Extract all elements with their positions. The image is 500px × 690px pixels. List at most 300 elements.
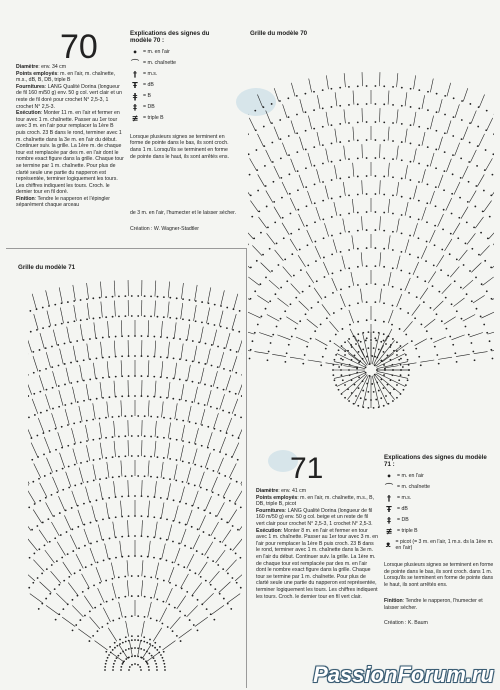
stitch-mark	[200, 327, 203, 343]
chain-stitch-mark	[348, 249, 350, 251]
chain-stitch-mark	[444, 95, 446, 97]
stitch-mark	[248, 277, 259, 285]
chain-stitch-mark	[108, 654, 110, 656]
chain-stitch-mark	[225, 454, 227, 456]
chain-stitch-mark	[265, 185, 267, 187]
chain-stitch-mark	[99, 458, 101, 460]
chain-stitch-mark	[67, 424, 69, 426]
chain-stitch-mark	[73, 300, 75, 302]
chain-stitch-mark	[427, 91, 429, 93]
stitch-symbol-icon: Ŧ	[386, 504, 392, 514]
stitch-mark	[335, 92, 337, 106]
stitch-mark	[71, 428, 75, 443]
chain-stitch-mark	[124, 455, 126, 457]
stitch-mark	[177, 596, 186, 609]
stitch-mark	[352, 235, 354, 249]
stitch-mark	[181, 425, 184, 441]
chain-stitch-mark	[366, 103, 368, 105]
stitch-mark	[455, 143, 460, 156]
stitch-mark	[250, 158, 257, 170]
chain-stitch-mark	[201, 553, 203, 555]
chain-stitch-mark	[383, 248, 385, 250]
chain-stitch-mark	[114, 647, 116, 649]
chain-stitch-mark	[121, 663, 123, 665]
chain-stitch-mark	[450, 233, 452, 235]
chain-stitch-mark	[99, 438, 101, 440]
stitch-mark	[397, 146, 399, 160]
chain-stitch-mark	[399, 328, 401, 330]
chain-stitch-mark	[449, 336, 451, 338]
stitch-mark	[52, 477, 58, 492]
chain-stitch-mark	[80, 483, 82, 485]
stitch-mark	[361, 252, 362, 266]
chain-stitch-mark	[322, 218, 324, 220]
stitch-mark	[155, 421, 156, 437]
chain-stitch-mark	[115, 376, 117, 378]
chain-stitch-mark	[276, 326, 278, 328]
chain-stitch-mark	[71, 507, 73, 509]
chain-stitch-mark	[83, 524, 85, 526]
chain-stitch-mark	[105, 651, 107, 653]
chain-stitch-mark	[109, 396, 111, 398]
stitch-mark	[257, 295, 269, 303]
chain-stitch-mark	[105, 316, 107, 318]
stitch-mark	[205, 496, 211, 511]
chain-stitch-mark	[357, 85, 359, 87]
chain-stitch-mark	[60, 534, 62, 536]
stitch-mark	[405, 129, 407, 143]
chain-stitch-mark	[193, 624, 195, 626]
chain-stitch-mark	[335, 354, 337, 356]
stitch-mark	[211, 605, 224, 614]
chain-stitch-mark	[453, 97, 455, 99]
chain-stitch-mark	[80, 441, 82, 443]
stitch-mark	[64, 515, 71, 530]
chain-stitch-mark	[65, 509, 67, 511]
chain-stitch-mark	[434, 346, 436, 348]
chain-stitch-mark	[112, 669, 114, 671]
stitch-mark	[323, 262, 329, 275]
chain-stitch-mark	[89, 399, 91, 401]
chain-stitch-mark	[483, 190, 485, 192]
chain-stitch-mark	[287, 97, 289, 99]
chain-stitch-mark	[322, 356, 324, 358]
chain-stitch-mark	[134, 535, 136, 537]
stitch-mark	[114, 301, 115, 317]
chain-stitch-mark	[223, 389, 225, 391]
chain-stitch-mark	[92, 419, 94, 421]
chain-stitch-mark	[383, 176, 385, 178]
chain-stitch-mark	[33, 393, 35, 395]
chain-stitch-mark	[153, 336, 155, 338]
chain-stitch-mark	[426, 241, 428, 243]
stitch-mark	[433, 337, 446, 343]
stitch-mark	[489, 229, 494, 239]
stitch-symbol-icon: †	[133, 69, 137, 79]
chain-stitch-mark	[357, 321, 359, 323]
stitch-mark	[388, 163, 389, 177]
stitch-mark	[168, 567, 174, 582]
chain-stitch-mark	[156, 669, 158, 671]
stitch-mark	[248, 184, 250, 196]
chain-stitch-mark	[184, 615, 186, 617]
stitch-mark	[480, 245, 490, 255]
chain-stitch-mark	[373, 331, 375, 333]
chain-stitch-mark	[112, 436, 114, 438]
chain-stitch-mark	[116, 657, 118, 659]
chain-stitch-mark	[275, 293, 277, 295]
stitch-mark	[28, 470, 29, 484]
chain-stitch-mark	[198, 341, 200, 343]
chain-stitch-mark	[271, 103, 273, 105]
column-divider	[246, 248, 247, 688]
chain-stitch-mark	[115, 496, 117, 498]
stitch-mark	[105, 544, 109, 560]
chain-stitch-mark	[215, 515, 217, 517]
chain-stitch-mark	[401, 232, 403, 234]
chain-stitch-mark	[99, 317, 101, 319]
stitch-mark	[267, 233, 276, 244]
chain-stitch-mark	[182, 440, 184, 442]
stitch-mark	[436, 255, 444, 267]
chain-stitch-mark	[423, 301, 425, 303]
chain-stitch-mark	[121, 496, 123, 498]
chain-stitch-mark	[235, 553, 237, 555]
chain-stitch-mark	[282, 217, 284, 219]
chain-stitch-mark	[36, 435, 38, 437]
chain-stitch-mark	[420, 323, 422, 325]
chain-stitch-mark	[368, 331, 370, 333]
stitch-mark	[248, 259, 250, 268]
stitch-mark	[148, 400, 149, 416]
chain-stitch-mark	[410, 106, 412, 108]
chain-stitch-mark	[317, 301, 319, 303]
stitch-mark	[112, 583, 116, 598]
chain-stitch-mark	[154, 642, 156, 644]
chain-stitch-mark	[86, 298, 88, 300]
chain-stitch-mark	[185, 524, 187, 526]
chain-stitch-mark	[67, 553, 69, 555]
chain-stitch-mark	[304, 354, 306, 356]
chain-stitch-mark	[172, 398, 174, 400]
chain-stitch-mark	[438, 291, 440, 293]
chain-stitch-mark	[489, 340, 491, 342]
chain-stitch-mark	[185, 503, 187, 505]
stitch-mark	[220, 437, 226, 452]
stitch-mark	[121, 400, 122, 416]
chain-stitch-mark	[360, 397, 362, 399]
chain-stitch-mark	[144, 455, 146, 457]
stitch-symbol-icon: •	[386, 471, 392, 481]
chain-stitch-mark	[55, 449, 57, 451]
chain-stitch-mark	[195, 300, 197, 302]
chain-stitch-mark	[195, 443, 197, 445]
stitch-mark	[229, 464, 236, 478]
chain-stitch-mark	[222, 568, 224, 570]
chain-stitch-mark	[73, 422, 75, 424]
chain-stitch-mark	[398, 379, 400, 381]
stitch-mark	[205, 453, 210, 468]
chain-stitch-mark	[192, 381, 194, 383]
chain-stitch-mark	[269, 300, 271, 302]
chain-stitch-mark	[260, 316, 262, 318]
chain-stitch-mark	[140, 669, 142, 671]
chain-stitch-mark	[339, 105, 341, 107]
chain-stitch-mark	[418, 356, 420, 358]
chain-stitch-mark	[76, 360, 78, 362]
chain-stitch-mark	[358, 340, 360, 342]
chain-stitch-mark	[436, 93, 438, 95]
stitch-mark	[93, 403, 96, 419]
chain-stitch-mark	[314, 202, 316, 204]
crochet-chart-71	[28, 272, 242, 684]
chain-stitch-mark	[427, 146, 429, 148]
legend-text: = triple B	[143, 114, 164, 121]
chain-stitch-mark	[335, 384, 337, 386]
chain-stitch-mark	[374, 265, 376, 267]
stitch-mark	[72, 387, 75, 403]
chain-stitch-mark	[401, 251, 403, 253]
chain-stitch-mark	[366, 247, 368, 249]
stitch-mark	[340, 294, 345, 307]
chain-stitch-mark	[367, 391, 369, 393]
chain-stitch-mark	[128, 669, 130, 671]
chain-stitch-mark	[144, 315, 146, 317]
chain-stitch-mark	[150, 456, 152, 458]
section-divider	[6, 248, 246, 249]
chain-stitch-mark	[125, 616, 127, 618]
stitch-mark	[258, 217, 266, 228]
chain-stitch-mark	[61, 557, 63, 559]
stitch-mark	[34, 314, 38, 329]
stitch-mark	[111, 563, 114, 579]
chain-stitch-mark	[322, 144, 324, 146]
stitch-mark	[344, 73, 345, 87]
chain-stitch-mark	[338, 389, 340, 391]
chain-stitch-mark	[112, 456, 114, 458]
stitch-mark	[235, 570, 242, 581]
chain-stitch-mark	[374, 301, 376, 303]
stitch-mark	[107, 401, 109, 417]
chain-stitch-mark	[375, 85, 377, 87]
chain-stitch-mark	[101, 626, 103, 628]
chain-stitch-mark	[121, 536, 123, 538]
chain-stitch-mark	[353, 335, 355, 337]
stitch-mark	[87, 344, 89, 360]
stitch-mark	[113, 522, 115, 538]
stitch-mark	[282, 223, 289, 235]
chain-stitch-mark	[280, 138, 282, 140]
stitch-mark	[101, 342, 103, 358]
stitch-mark	[174, 506, 178, 521]
chain-stitch-mark	[175, 480, 177, 482]
chain-stitch-mark	[67, 445, 69, 447]
stitch-mark	[170, 617, 180, 629]
chain-stitch-mark	[454, 280, 456, 282]
chain-stitch-mark	[102, 397, 104, 399]
finition-71: Finition: Tendre le napperon, l'humecter et laisser sécher.	[384, 598, 483, 611]
chain-stitch-mark	[489, 216, 491, 218]
chain-stitch-mark	[344, 397, 346, 399]
chain-stitch-mark	[131, 415, 133, 417]
chain-stitch-mark	[76, 340, 78, 342]
chain-stitch-mark	[112, 599, 114, 601]
stitch-mark	[67, 327, 70, 343]
stitch-mark	[155, 563, 158, 579]
stitch-mark	[78, 510, 83, 525]
chain-stitch-mark	[385, 395, 387, 397]
stitch-mark	[275, 250, 284, 261]
chain-stitch-mark	[147, 663, 149, 665]
chain-stitch-mark	[118, 416, 120, 418]
chain-stitch-mark	[181, 588, 183, 590]
stitch-mark	[259, 333, 272, 337]
chain-stitch-mark	[256, 260, 258, 262]
chain-stitch-mark	[240, 557, 242, 559]
chain-stitch-mark	[139, 666, 141, 668]
chain-stitch-mark	[118, 436, 120, 438]
stitch-mark	[266, 111, 271, 124]
chain-stitch-mark	[77, 526, 79, 528]
stitch-mark	[194, 346, 197, 362]
chain-stitch-mark	[32, 582, 34, 584]
stitch-mark	[274, 88, 279, 101]
chain-stitch-mark	[78, 547, 80, 549]
chain-stitch-mark	[105, 457, 107, 459]
stitch-mark	[181, 303, 183, 319]
chain-stitch-mark	[144, 295, 146, 297]
chain-stitch-mark	[432, 285, 434, 287]
model-70-instructions	[16, 64, 124, 209]
chain-stitch-mark	[254, 332, 256, 334]
chain-stitch-mark	[83, 503, 85, 505]
stitch-mark	[375, 375, 395, 400]
chain-stitch-mark	[163, 663, 165, 665]
legend-text: = m. chaînette	[143, 59, 177, 66]
chain-stitch-mark	[293, 275, 295, 277]
chain-stitch-mark	[392, 86, 394, 88]
chain-stitch-mark	[190, 547, 192, 549]
chain-stitch-mark	[405, 384, 407, 386]
stitch-mark	[344, 109, 345, 123]
chain-stitch-mark	[188, 462, 190, 464]
chain-stitch-mark	[366, 229, 368, 231]
chain-stitch-mark	[340, 270, 342, 272]
execution-value: : Monter 11 m. en l'air et fermer en tour avec 1 m. chaînette. Passer au 1er tour avec 3 m. en l'air pour remplacer la 1ère B puis croch. 23 B dans le rond, terminer avec 1 m. chaînette dans la 3e m. en l'air du début. Continuer suiv. la grille. La 1ère m. de chaque tour est remplacée par des m. en l'air dont le nombre exact figure dans la grille. Chaque tour se termine par 1 m. chaînette. Pour plus de clarté seule une partie du napperon est représentée, terminer logiquement les tours. Les chiffres indiquent les tours. Croch. le dernier tour en fil doré.	[16, 110, 124, 196]
stitch-mark	[154, 441, 155, 457]
stitch-mark	[238, 380, 242, 395]
stitch-mark	[252, 245, 262, 255]
chain-stitch-mark	[305, 313, 307, 315]
chain-stitch-mark	[375, 211, 377, 213]
stitch-mark	[267, 314, 279, 321]
stitch-mark	[63, 562, 72, 575]
chain-stitch-mark	[284, 310, 286, 312]
stitch-mark	[422, 132, 425, 146]
chain-stitch-mark	[131, 475, 133, 477]
chain-stitch-mark	[144, 596, 146, 598]
stitch-mark	[420, 360, 434, 362]
chain-stitch-mark	[366, 301, 368, 303]
chain-stitch-mark	[373, 391, 375, 393]
stitch-mark	[168, 302, 169, 318]
stitch-mark	[315, 339, 327, 346]
stitch-mark	[167, 443, 169, 459]
stitch-mark	[79, 468, 83, 483]
finition-label: Finition	[16, 195, 35, 202]
chain-stitch-mark	[131, 595, 133, 597]
chain-stitch-mark	[459, 197, 461, 199]
stitch-mark	[380, 144, 381, 158]
stitch-mark	[153, 628, 162, 642]
chain-stitch-mark	[465, 326, 467, 328]
chain-stitch-mark	[114, 642, 116, 644]
chain-stitch-mark	[426, 221, 428, 223]
stitch-mark	[470, 150, 476, 163]
chain-stitch-mark	[124, 435, 126, 437]
stitch-mark	[424, 319, 435, 328]
chain-stitch-mark	[405, 334, 407, 336]
stitch-mark	[58, 496, 64, 511]
stitch-mark	[326, 112, 328, 126]
stitch-mark	[180, 445, 183, 461]
stitch-mark	[487, 118, 493, 131]
chain-stitch-mark	[392, 213, 394, 215]
chain-stitch-mark	[61, 426, 63, 428]
chain-stitch-mark	[418, 89, 420, 91]
chain-stitch-mark	[340, 251, 342, 253]
chain-stitch-mark	[322, 89, 324, 91]
chain-stitch-mark	[290, 213, 292, 215]
chain-stitch-mark	[302, 363, 304, 365]
chain-stitch-mark	[212, 560, 214, 562]
chain-stitch-mark	[112, 578, 114, 580]
chain-stitch-mark	[112, 316, 114, 318]
chain-stitch-mark	[271, 122, 273, 124]
chain-stitch-mark	[229, 391, 231, 393]
chain-stitch-mark	[152, 645, 154, 647]
stitch-mark	[219, 582, 231, 593]
chain-stitch-mark	[271, 142, 273, 144]
stitch-mark	[211, 477, 217, 492]
chain-stitch-mark	[150, 416, 152, 418]
chain-stitch-mark	[94, 607, 96, 609]
stitch-mark	[62, 617, 75, 626]
chain-stitch-mark	[123, 660, 125, 662]
stitch-mark	[324, 223, 328, 236]
chain-stitch-mark	[131, 647, 133, 649]
chain-stitch-mark	[401, 159, 403, 161]
chain-stitch-mark	[237, 459, 239, 461]
chain-stitch-mark	[375, 340, 377, 342]
stitch-mark	[126, 621, 129, 637]
chain-stitch-mark	[458, 217, 460, 219]
chain-stitch-mark	[305, 111, 307, 113]
chain-stitch-mark	[338, 366, 340, 368]
chain-stitch-mark	[134, 355, 136, 357]
chain-stitch-mark	[85, 566, 87, 568]
chain-stitch-mark	[344, 384, 346, 386]
legend-text: = DB	[143, 103, 155, 110]
chain-stitch-mark	[68, 466, 70, 468]
stitch-mark	[103, 608, 110, 622]
chain-stitch-mark	[182, 298, 184, 300]
chain-stitch-mark	[209, 512, 211, 514]
stitch-mark	[107, 361, 108, 377]
chain-stitch-mark	[266, 206, 268, 208]
stitch-mark	[181, 384, 184, 400]
chain-stitch-mark	[493, 243, 494, 245]
